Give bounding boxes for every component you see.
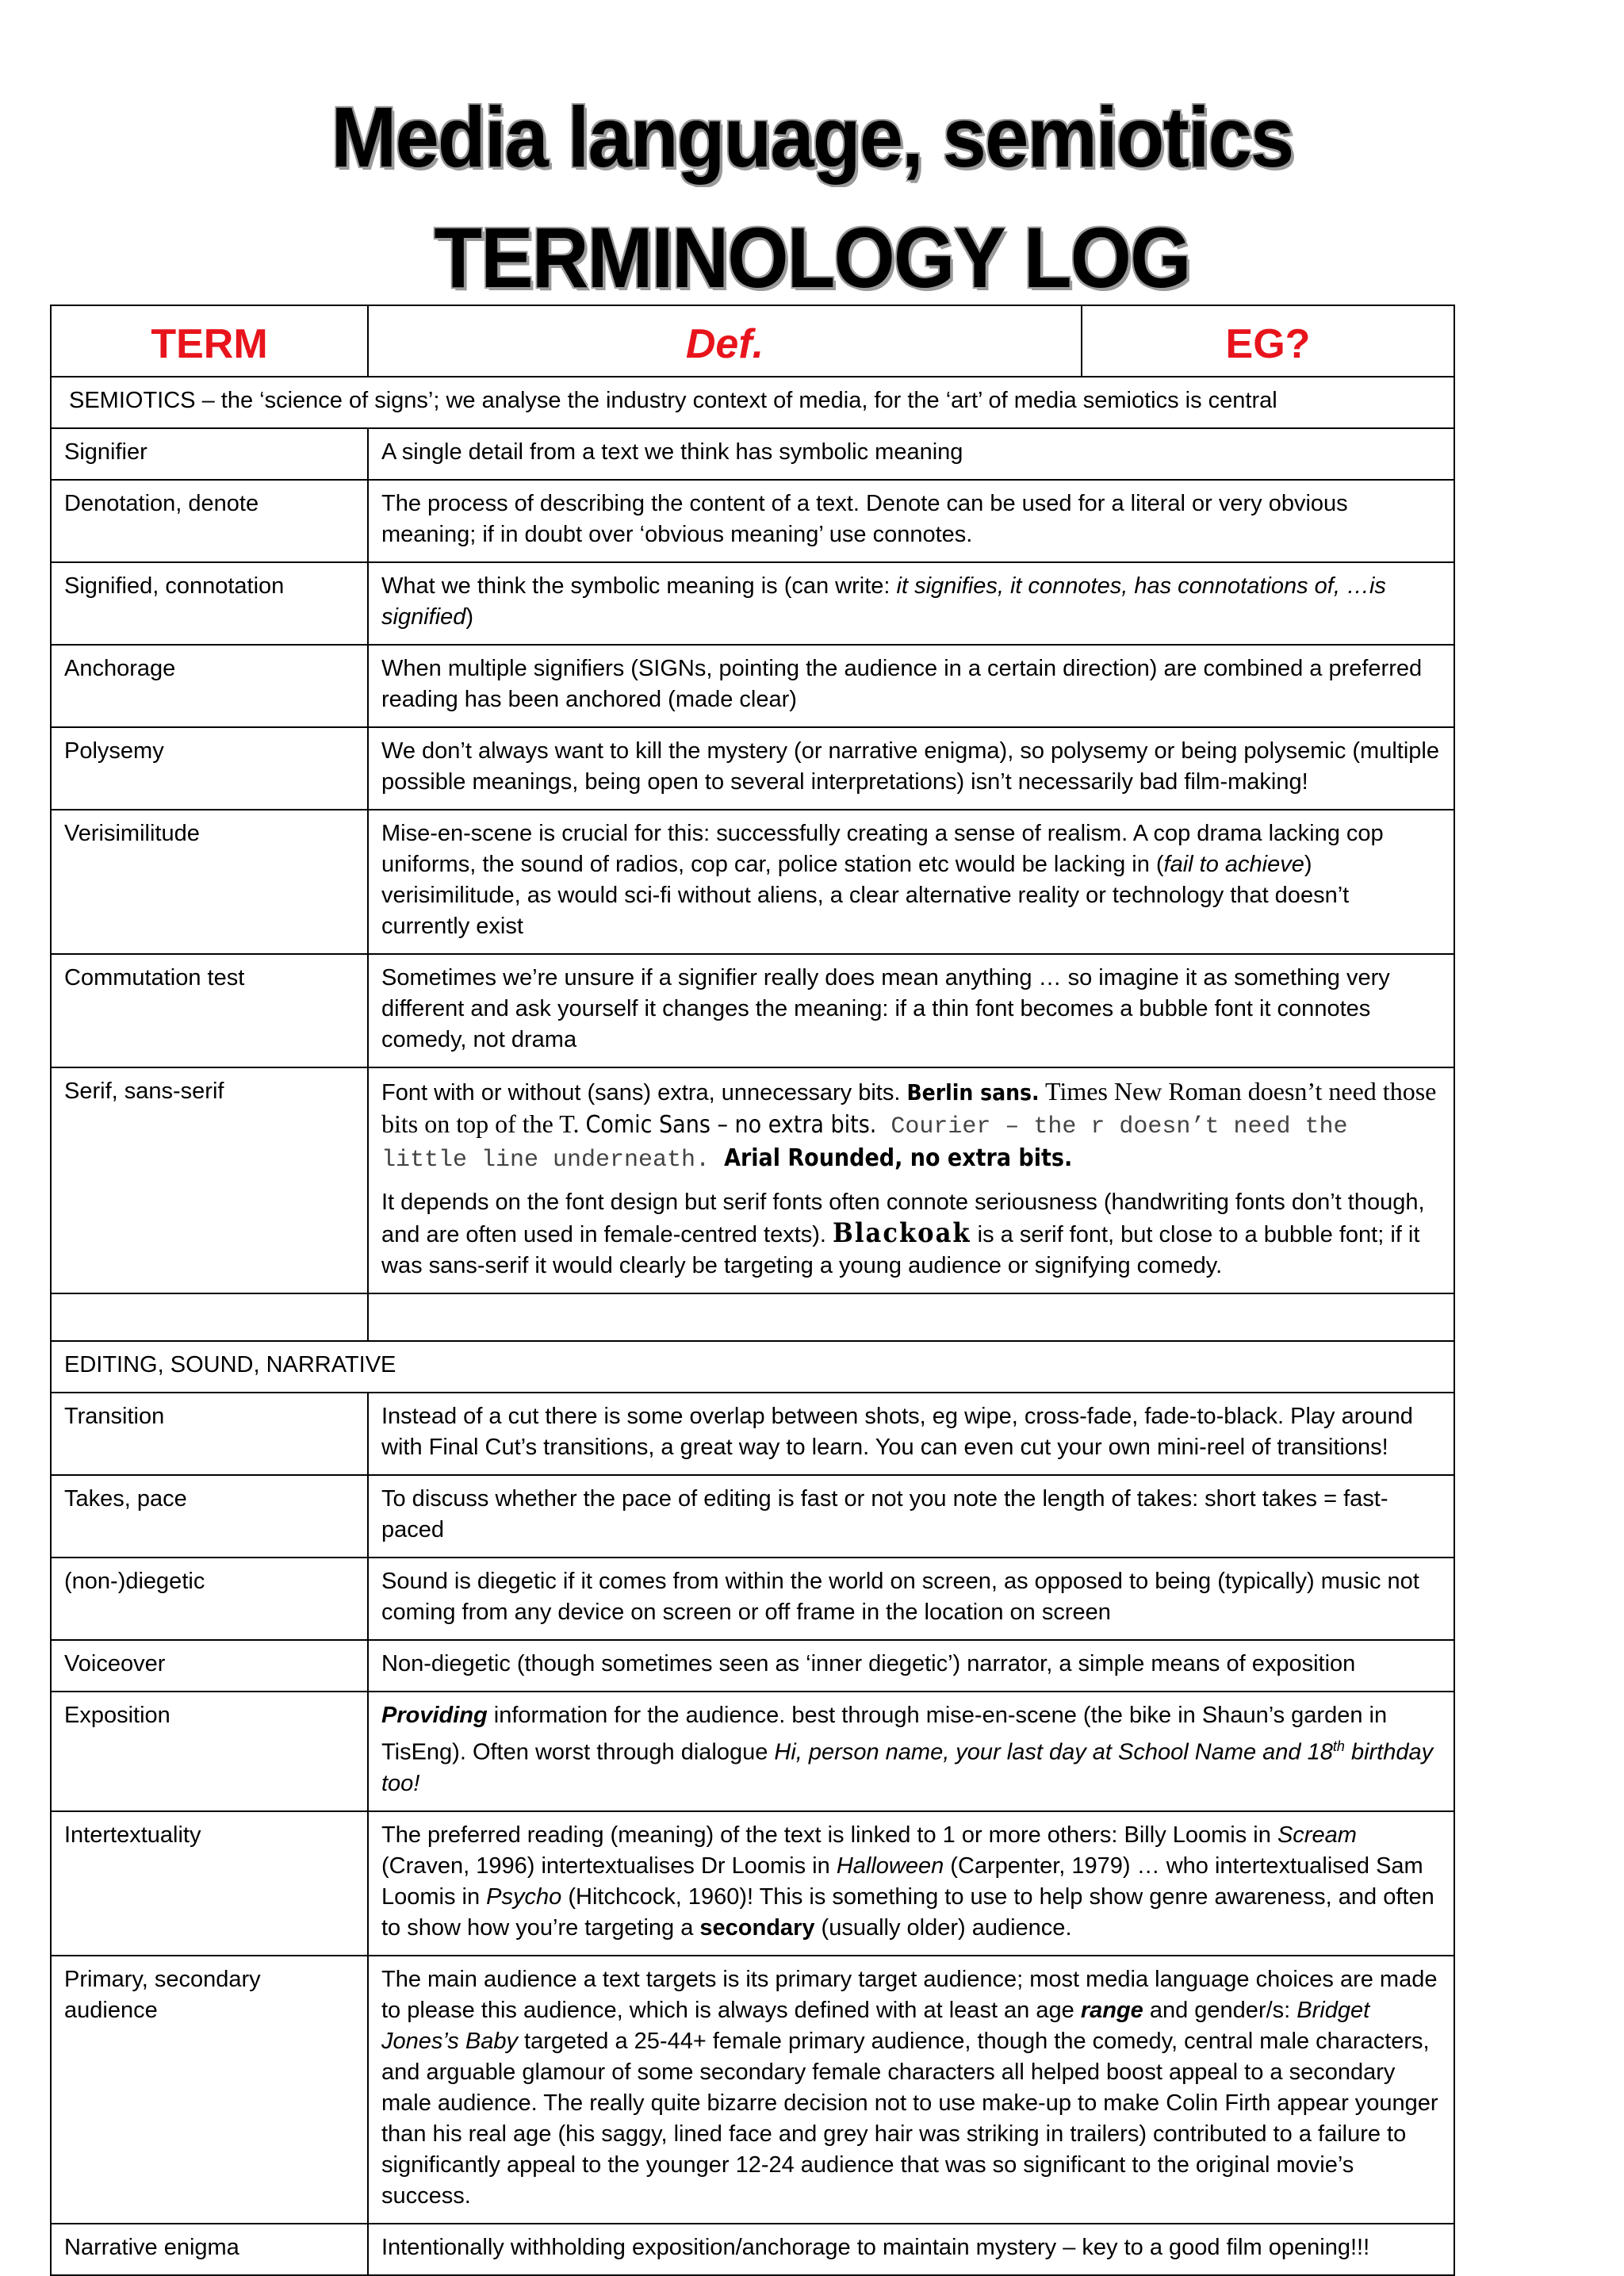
blackoak-sample: Blackoak <box>833 1217 971 1249</box>
definition-cell <box>368 1067 1454 1293</box>
table-row <box>51 1475 1454 1558</box>
comic-sans-sample: Comic Sans – no extra bits. <box>585 1111 877 1139</box>
definition-text: (Hitchcock, 1960)! This is something to use to help show genre awareness, and often to show how you’re targeting a <box>381 1883 1434 1941</box>
table-row <box>51 2224 1454 2275</box>
term-cell: Denotation, denote <box>51 480 368 562</box>
font-connotation-paragraph <box>381 1187 1441 1282</box>
definition-cell <box>368 1692 1454 1811</box>
term-cell: Voiceover <box>51 1640 368 1692</box>
term-cell: Signified, connotation <box>51 562 368 645</box>
definition-text: is a serif font, but close to a bubble font; if it was sans-serif it would clearly be targeting a young audience or signifying comedy. <box>381 1222 1420 1278</box>
definition-italic-text: birthday too! <box>381 1739 1434 1796</box>
definition-italic-text: Hi, person name, your last day at School Name and 18 <box>774 1739 1333 1765</box>
table-row <box>51 1640 1454 1692</box>
page-title-line1: Media language, semiotics <box>331 89 1293 185</box>
definition-text: It depends on the font design but serif fonts often connote seriousness (handwriting fonts don’t though, and are often used in female-centred texts). <box>381 1190 1425 1247</box>
term-cell: Primary, secondary audience <box>51 1956 368 2224</box>
definition-text: and gender/s: <box>1143 1997 1297 2023</box>
courier-sample: Courier – the r doesn’t need the little line underneath. <box>381 1113 1348 1174</box>
term-cell: Verisimilitude <box>51 810 368 954</box>
table-row <box>51 1393 1454 1475</box>
definition-cell: A single detail from a text we think has symbolic meaning <box>368 428 1454 480</box>
definition-cell: Sometimes we’re unsure if a signifier really does mean anything … so imagine it as something very different and ask yourself it changes the meaning: if a thin font becomes a bubble font it connotes comedy, not drama <box>368 954 1454 1067</box>
table-row <box>51 954 1454 1067</box>
definition-text: Font with or without (sans) extra, unnecessary bits. <box>381 1080 907 1105</box>
term-cell: Narrative enigma <box>51 2224 368 2275</box>
term-cell: Signifier <box>51 428 368 480</box>
font-examples-paragraph <box>381 1076 1441 1176</box>
film-title-text: Bridget Jones’s Baby <box>381 1997 1370 2054</box>
term-cell: Anchorage <box>51 645 368 727</box>
definition-bold-text: secondary <box>699 1914 815 1941</box>
definition-cell: We don’t always want to kill the mystery (or narrative enigma), so polysemy or being polysemic (multiple possible meanings, being open to several interpretations) isn’t necessarily bad film-making! <box>368 727 1454 810</box>
table-row <box>51 562 1454 645</box>
arial-rounded-sample: Arial Rounded, no extra bits. <box>724 1144 1073 1172</box>
table-row <box>51 1956 1454 2224</box>
section-heading: SEMIOTICS – the ‘science of signs’; we analyse the industry context of media, for the ‘art’ of media semiotics is central <box>51 377 1454 428</box>
definition-cell: To discuss whether the pace of editing is fast or not you note the length of takes: short takes = fast-paced <box>368 1475 1454 1558</box>
term-cell: Serif, sans-serif <box>51 1067 368 1293</box>
term-cell: Polysemy <box>51 727 368 810</box>
definition-text: targeted a 25-44+ female primary audience, though the comedy, central male characters, and arguable glamour of some secondary female characters all helped boost appeal to a secondary male audience. The really quite bizarre decision not to use make-up to make Colin Firth appear younger than his real age (his saggy, lined face and grey hair was striking in trailers) contributed to a failure to significantly appeal to the younger 12-24 audience that was so significant to the original movie’s success. <box>381 2028 1438 2209</box>
definition-cell: Sound is diegetic if it comes from within the world on screen, as opposed to being (typically) music not coming from any device on screen or off frame in the location on screen <box>368 1558 1454 1640</box>
definition-text: (usually older) audience. <box>814 1914 1072 1941</box>
definition-text: (Carpenter, 1979) … who intertextualised Sam Loomis in <box>381 1853 1423 1910</box>
berlin-sans-sample: Berlin sans. <box>906 1079 1040 1105</box>
definition-cell: The process of describing the content of a text. Denote can be used for a literal or very obvious meaning; if in doubt over ‘obvious meaning’ use connotes. <box>368 480 1454 562</box>
header-row <box>51 305 1454 377</box>
definition-text: What we think the symbolic meaning is (can write: <box>381 573 897 599</box>
table-row <box>51 1067 1454 1293</box>
definition-cell: Intentionally withholding exposition/anchorage to maintain mystery – key to a good film opening!!! <box>368 2224 1454 2275</box>
times-sample: Times New Roman doesn’t need those bits on top of the T. <box>381 1077 1437 1138</box>
definition-text: The preferred reading (meaning) of the text is linked to 1 or more others: Billy Loomis in <box>381 1822 1277 1848</box>
table-row <box>51 1692 1454 1811</box>
example-column-header: EG? <box>1082 305 1454 377</box>
definition-column-header: Def. <box>368 305 1082 377</box>
definition-bold-italic-text: Providing <box>381 1703 488 1728</box>
empty-row <box>51 1293 1454 1341</box>
section-heading: EDITING, SOUND, NARRATIVE <box>51 1341 1454 1393</box>
section-row-semiotics <box>51 377 1454 428</box>
table-row <box>51 645 1454 727</box>
film-title-text: Halloween <box>836 1853 944 1879</box>
page-title-line2: TERMINOLOGY LOG <box>434 209 1190 305</box>
table-row <box>51 810 1454 954</box>
definition-cell <box>368 1811 1454 1956</box>
definition-text: (Craven, 1996) intertextualises Dr Loomis in <box>381 1853 837 1879</box>
definition-cell: Instead of a cut there is some overlap between shots, eg wipe, cross-fade, fade-to-black. Play around with Final Cut’s transitions, a great way to learn. You can even cut your own mini-reel of transitions! <box>368 1393 1454 1475</box>
table-row <box>51 428 1454 480</box>
table-row <box>51 1558 1454 1640</box>
term-column-header: TERM <box>51 305 368 377</box>
term-cell: Intertextuality <box>51 1811 368 1956</box>
definition-text: ) <box>465 604 474 630</box>
term-cell: Transition <box>51 1393 368 1475</box>
definition-text: ) verisimilitude, as would sci-fi without aliens, a clear alternative reality or technology that doesn’t currently exist <box>381 852 1350 939</box>
terminology-table <box>50 305 1455 2276</box>
term-cell: Exposition <box>51 1692 368 1811</box>
definition-cell <box>368 1956 1454 2224</box>
empty-cell <box>368 1293 1454 1341</box>
term-cell: Commutation test <box>51 954 368 1067</box>
definition-italic-text: it signifies, it connotes, has connotations of, …is signified <box>381 573 1386 630</box>
table-row <box>51 480 1454 562</box>
superscript-text: th <box>1332 1738 1345 1754</box>
definition-text: The main audience a text targets is its primary target audience; most media language choices are made to please this audience, which is always defined with at least an age <box>381 1966 1438 2023</box>
film-title-text: Psycho <box>486 1883 562 1910</box>
definition-cell: Non-diegetic (though sometimes seen as ‘inner diegetic’) narrator, a simple means of exposition <box>368 1640 1454 1692</box>
definition-cell <box>368 810 1454 954</box>
definition-cell: When multiple signifiers (SIGNs, pointing the audience in a certain direction) are combined a preferred reading has been anchored (made clear) <box>368 645 1454 727</box>
table-row <box>51 727 1454 810</box>
term-cell: Takes, pace <box>51 1475 368 1558</box>
empty-cell <box>51 1293 368 1341</box>
definition-bold-italic-text: range <box>1080 1997 1143 2023</box>
term-cell: (non-)diegetic <box>51 1558 368 1640</box>
film-title-text: Scream <box>1277 1822 1357 1848</box>
definition-text: information for the audience. best through mise-en-scene (the bike in Shaun’s garden in TisEng). Often worst through dialogue <box>381 1703 1388 1765</box>
section-row-editing <box>51 1341 1454 1393</box>
definition-italic-text: fail to achieve <box>1163 852 1304 877</box>
table-row <box>51 1811 1454 1956</box>
definition-text: Mise-en-scene is crucial for this: successfully creating a sense of realism. A cop drama lacking cop uniforms, the sound of radios, cop car, police station etc would be lacking in ( <box>381 821 1384 877</box>
definition-cell <box>368 562 1454 645</box>
